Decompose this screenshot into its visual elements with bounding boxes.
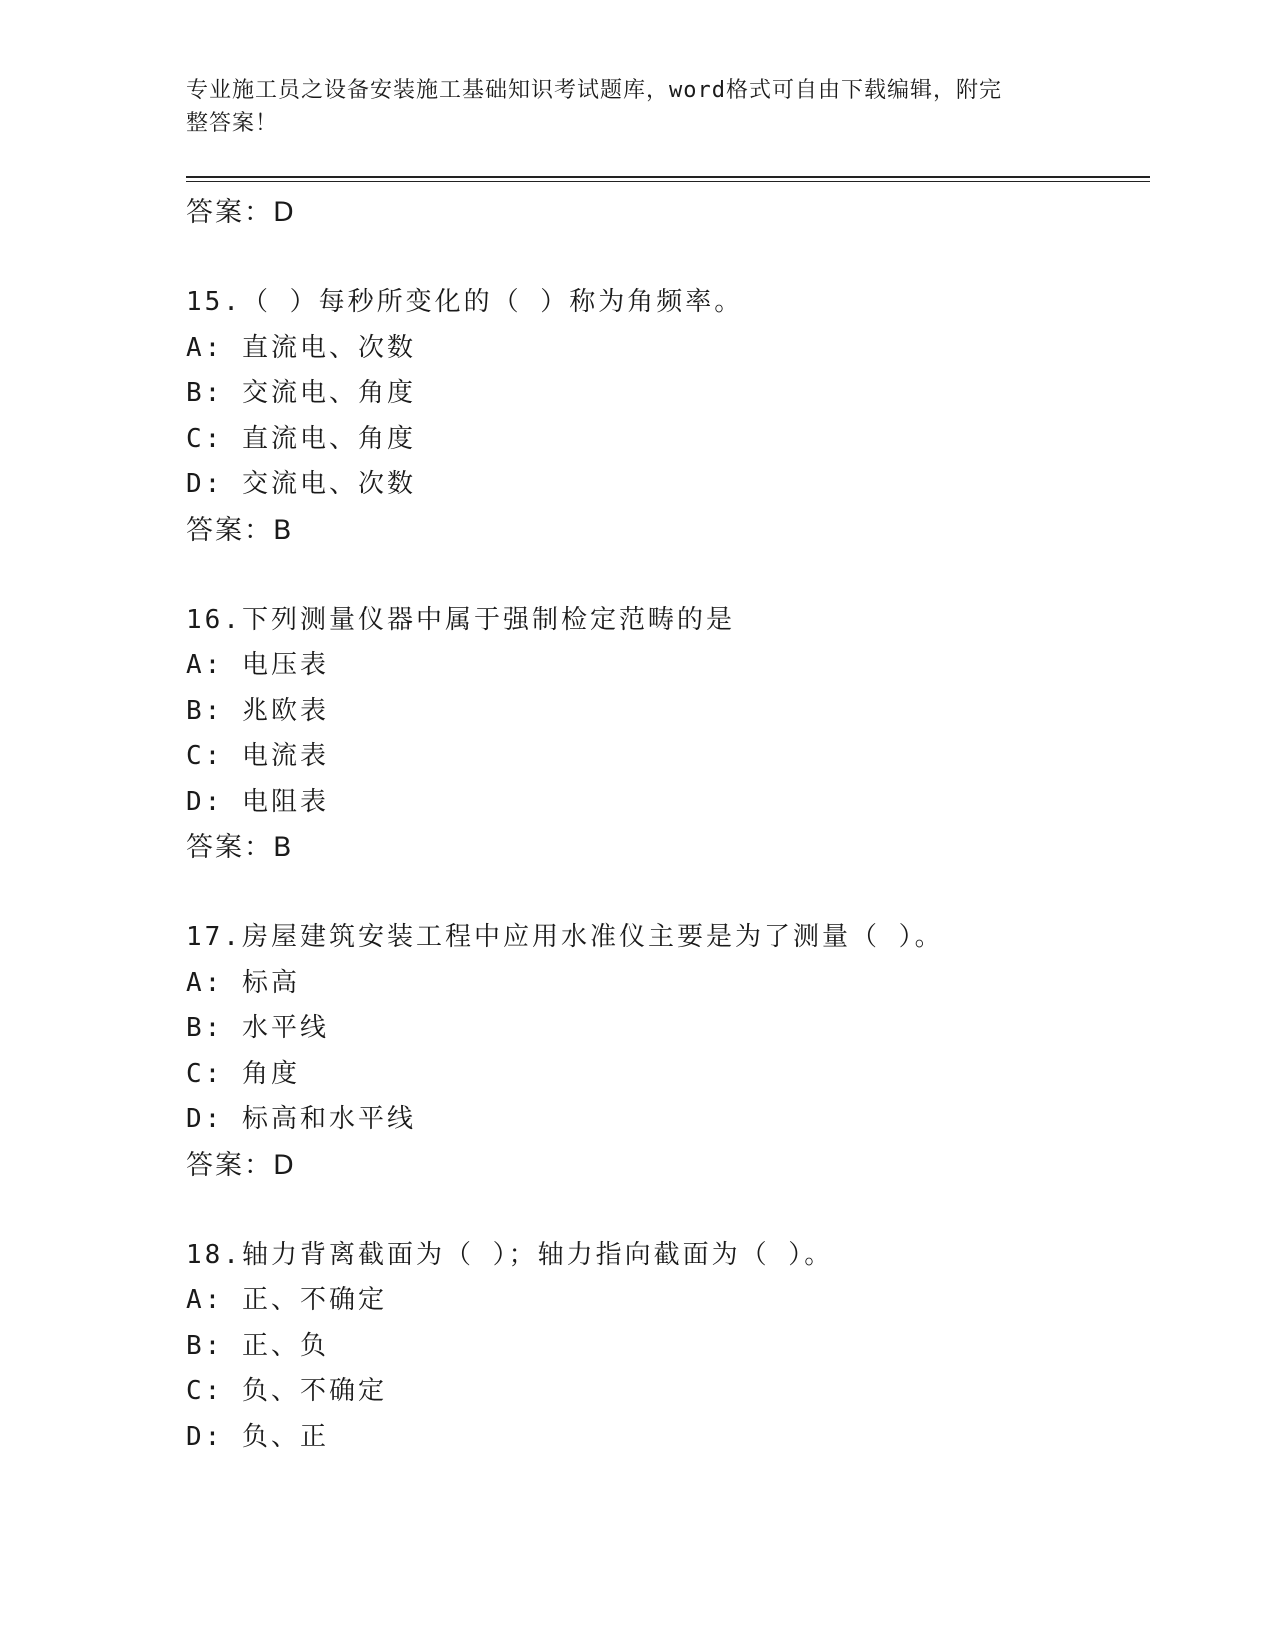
option-b: B: 正、负 (186, 1330, 329, 1361)
option-d: D: 交流电、次数 (186, 469, 416, 499)
option-c: C: 直流电、角度 (186, 423, 416, 454)
option-a: A: 直流电、次数 (186, 332, 416, 363)
option-b: B: 交流电、角度 (186, 378, 416, 408)
answer: 答案：D (186, 1149, 296, 1181)
option-c: C: 负、不确定 (186, 1376, 387, 1406)
option-a: A: 电压表 (186, 650, 329, 680)
option-a: A: 正、不确定 (186, 1285, 387, 1315)
option-d: D: 电阻表 (186, 786, 329, 817)
header-divider-thin (186, 181, 1150, 182)
option-d: D: 负、正 (186, 1421, 329, 1452)
answer: 答案：B (186, 832, 294, 863)
question-text: 16.下列测量仪器中属于强制检定范畴的是 (186, 604, 735, 635)
question-18 (186, 1233, 1150, 1461)
question-list (186, 190, 1150, 1460)
option-c: C: 电流表 (186, 741, 329, 771)
header-divider-thick (186, 176, 1150, 178)
question-text: 18.轴力背离截面为（ ）；轴力指向截面为（ ）。 (186, 1239, 834, 1270)
question-15 (186, 280, 1150, 553)
option-b: B: 水平线 (186, 1013, 329, 1043)
header-line-1: 专业施工员之设备安装施工基础知识考试题库，word格式可自由下载编辑，附完 (186, 78, 1002, 103)
answer-prev: 答案：D (186, 197, 296, 228)
option-c: C: 角度 (186, 1058, 300, 1089)
answer: 答案：B (186, 514, 294, 546)
header-line-2: 整答案！ (186, 111, 279, 136)
question-text: 17.房屋建筑安装工程中应用水准仪主要是为了测量（ ）。 (186, 922, 944, 952)
option-d: D: 标高和水平线 (186, 1104, 416, 1134)
document-header (186, 74, 1066, 140)
question-17 (186, 915, 1150, 1188)
question-text: 15.（ ）每秒所变化的（ ）称为角频率。 (186, 287, 744, 317)
option-a: A: 标高 (186, 967, 300, 998)
option-b: B: 兆欧表 (186, 695, 329, 726)
question-16 (186, 598, 1150, 871)
